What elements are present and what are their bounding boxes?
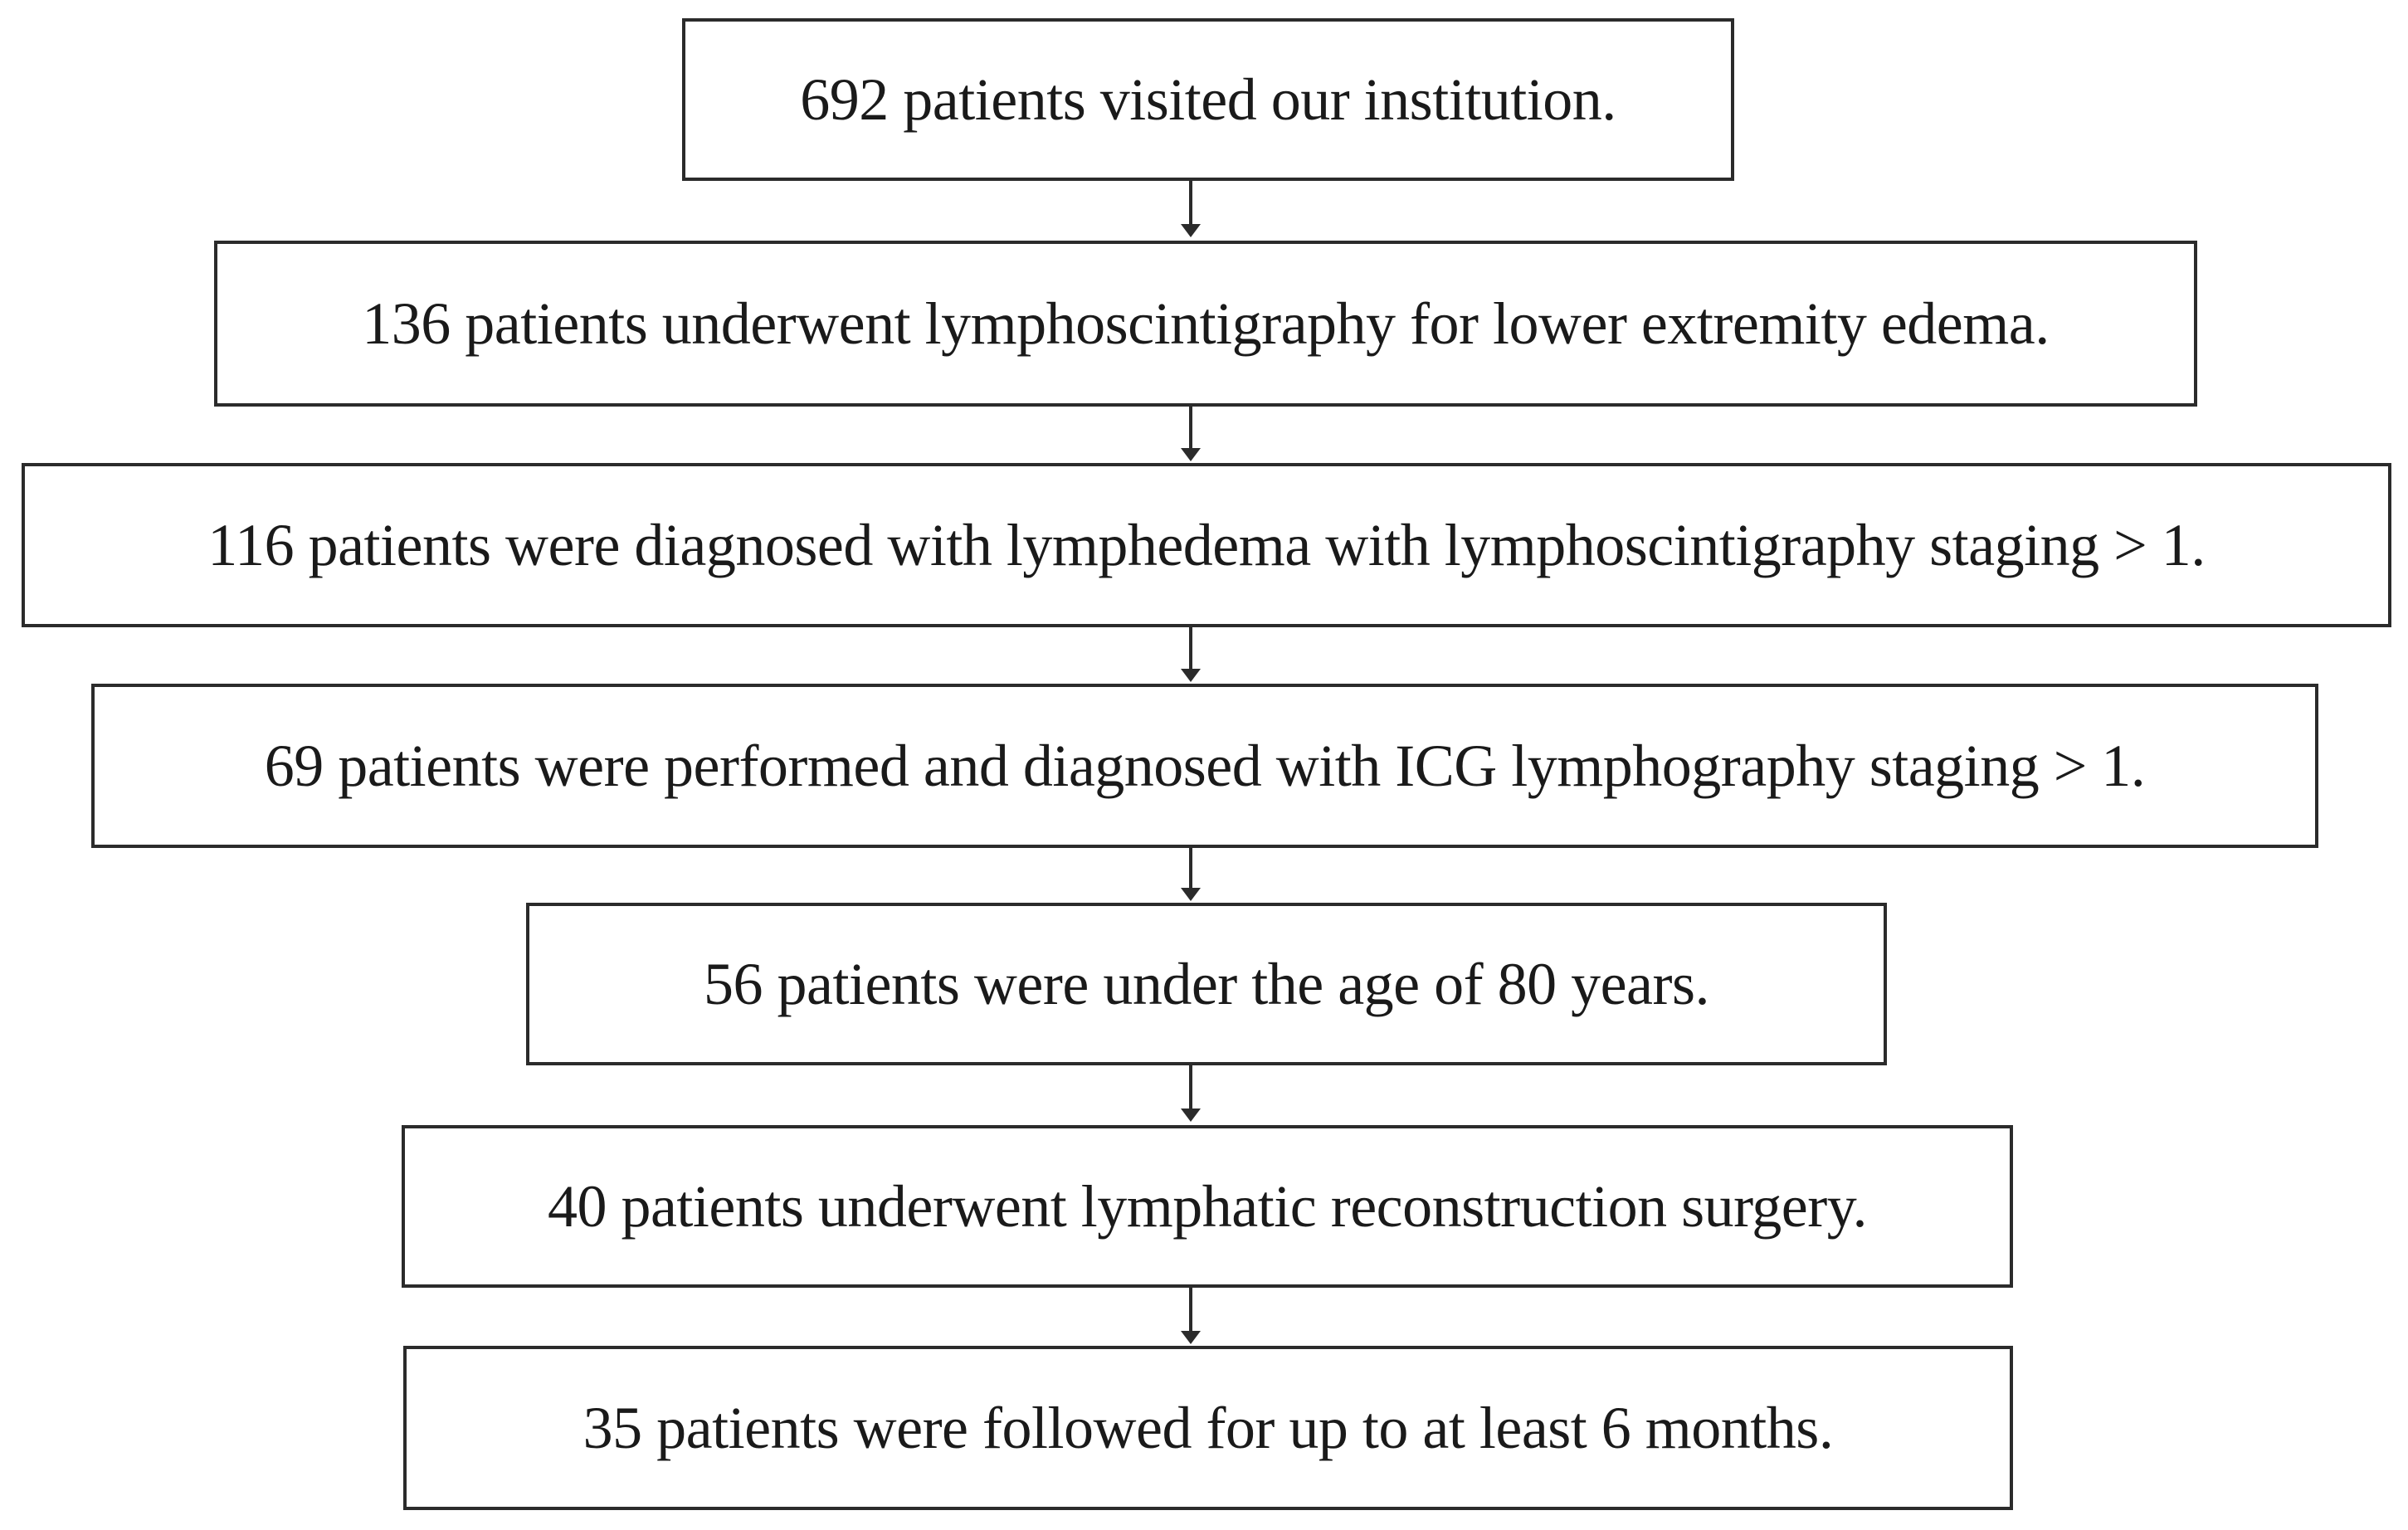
flow-step-7-text: 35 patients were followed for up to at least 6 months.	[583, 1395, 1834, 1461]
flow-step-2-text: 136 patients underwent lymphoscintigraphy for lower extremity edema.	[362, 290, 2050, 357]
flow-step-1	[682, 18, 1734, 181]
flow-step-5	[526, 903, 1887, 1065]
flow-step-4	[91, 684, 2318, 848]
flow-step-3-text: 116 patients were diagnosed with lymphedema with lymphoscintigraphy staging > 1.	[207, 512, 2206, 578]
flow-step-6	[402, 1125, 2013, 1288]
flow-step-1-text: 692 patients visited our institution.	[800, 66, 1616, 133]
flow-step-4-text: 69 patients were performed and diagnosed with ICG lymphography staging > 1.	[264, 733, 2146, 799]
arrow-down-icon	[1178, 181, 1203, 237]
flow-step-7	[403, 1346, 2013, 1510]
arrow-down-icon	[1178, 627, 1203, 682]
arrow-down-icon	[1178, 407, 1203, 461]
flow-step-5-text: 56 patients were under the age of 80 years.	[703, 951, 1710, 1017]
flow-step-6-text: 40 patients underwent lymphatic reconstruction surgery.	[547, 1173, 1868, 1240]
arrow-down-icon	[1178, 848, 1203, 901]
flow-step-3	[22, 463, 2391, 627]
arrow-down-icon	[1178, 1065, 1203, 1122]
arrow-down-icon	[1178, 1288, 1203, 1344]
flow-step-2	[214, 241, 2197, 407]
